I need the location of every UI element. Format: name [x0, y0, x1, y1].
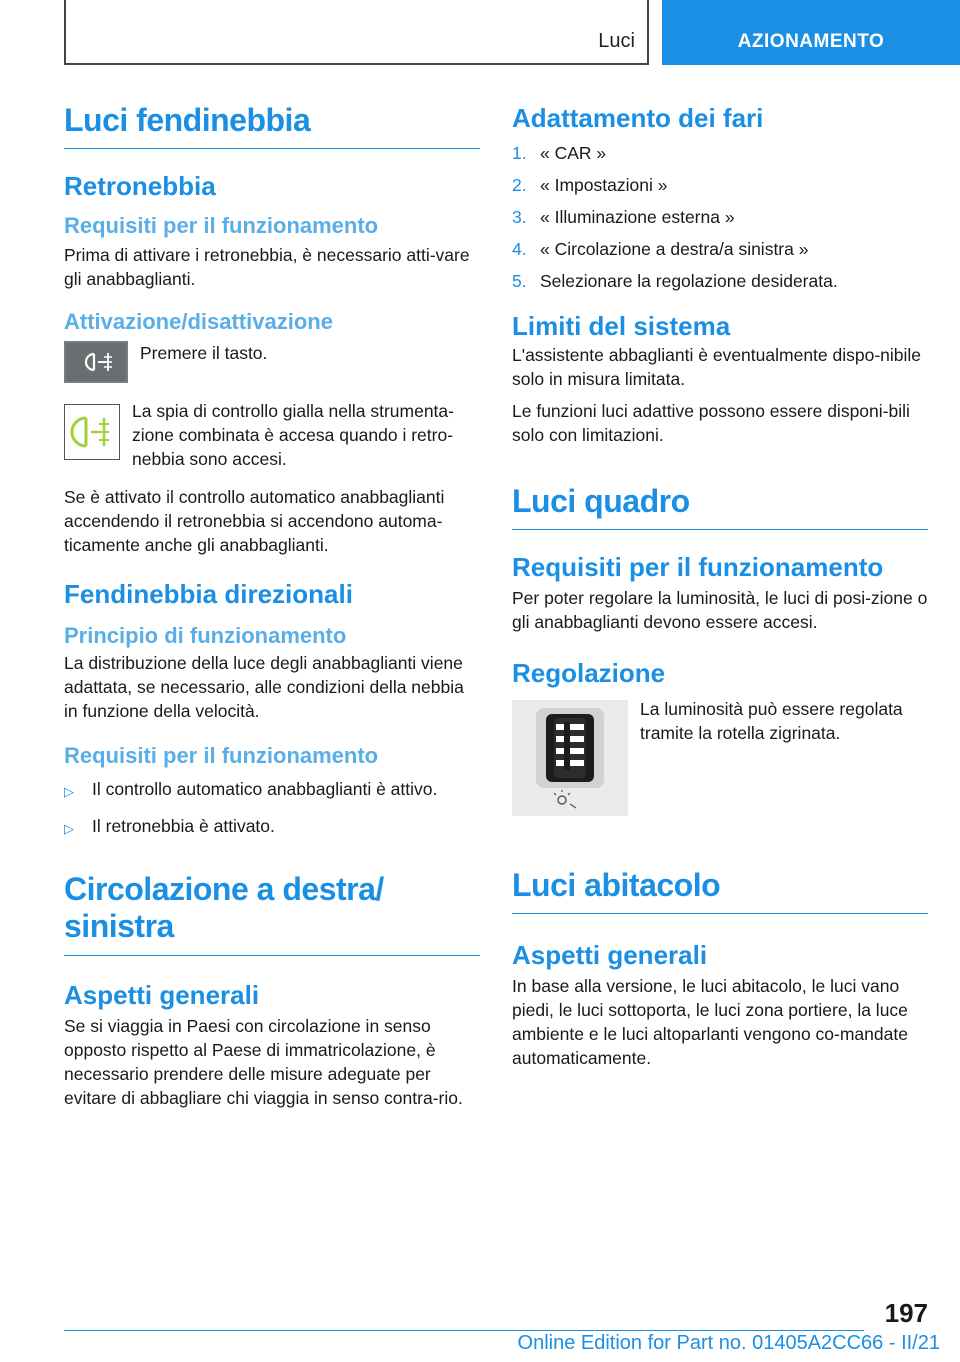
text-premere-tasto: Premere il tasto. — [140, 343, 268, 363]
text-requisiti-quadro: Per poter regolare la luminosità, le luci di posi-zione o gli anabbaglianti devono essere accesi. — [512, 588, 928, 632]
list-item: 2. « Impostazioni » — [512, 175, 668, 195]
header-chapter-tab — [662, 0, 960, 65]
requirements-list — [64, 777, 480, 841]
text-auto-anabbaglianti: Se è attivato il controllo automatico anabbaglianti accendendo il retronebbia si accendono automa-ticamente anche gli anabbaglianti. — [64, 487, 445, 555]
text-requisiti-1: Prima di attivare i retronebbia, è necessario atti-vare gli anabbaglianti. — [64, 245, 470, 289]
heading-luci-fendinebbia: Luci fendinebbia — [64, 102, 480, 149]
text-spia: La spia di controllo gialla nella strumenta-zione combinata è accesa quando i retro-nebbia sono accesi. — [132, 401, 454, 469]
left-column — [64, 100, 480, 1110]
list-item: ▷ Il retronebbia è attivato. — [64, 814, 480, 841]
dimmer-wheel-icon — [512, 700, 628, 821]
rear-fog-button-icon — [64, 341, 128, 388]
heading-luci-quadro: Luci quadro — [512, 483, 928, 530]
header-section-title: Luci — [598, 30, 635, 52]
steps-list — [512, 141, 928, 293]
heading-limiti-sistema: Limiti del sistema — [512, 311, 731, 341]
footer-divider — [64, 1330, 864, 1331]
page-number: 197 — [884, 1298, 928, 1328]
heading-luci-abitacolo: Luci abitacolo — [512, 867, 928, 914]
list-item: 5. Selezionare la regolazione desiderata. — [512, 271, 838, 291]
heading-aspetti-generali-right: Aspetti generali — [512, 940, 708, 970]
press-button-row — [64, 341, 480, 388]
heading-circolazione: Circolazione a destra/ sinistra — [64, 871, 480, 956]
heading-fendinebbia-direzionali: Fendinebbia direzionali — [64, 579, 353, 609]
triangle-bullet-icon: ▷ — [64, 784, 74, 799]
right-column — [512, 100, 928, 1070]
text-limiti-2: Le funzioni luci adattive possono essere disponi-bili solo con limitazioni. — [512, 401, 910, 445]
heading-requisiti-2: Requisiti per il funzionamento — [64, 743, 379, 768]
text-luci-abitacolo: In base alla versione, le luci abitacolo, le luci vano piedi, le luci sottoporta, le luci zona portiere, la luce ambiente e le luci altoparlanti vengono co-mandate automaticamente. — [512, 976, 908, 1068]
heading-requisiti-1: Requisiti per il funzionamento — [64, 213, 379, 238]
header-chapter-title: AZIONAMENTO — [737, 31, 885, 52]
heading-regolazione: Regolazione — [512, 658, 666, 688]
text-limiti-1: L'assistente abbaglianti è eventualmente dispo-nibile solo in misura limitata. — [512, 345, 922, 389]
heading-retronebbia: Retronebbia — [64, 171, 216, 201]
list-item: 1. « CAR » — [512, 143, 607, 163]
heading-principio: Principio di funzionamento — [64, 623, 347, 648]
text-aspetti-generali-left: Se si viaggia in Paesi con circolazione in senso opposto rispetto al Paese di immatricolazione, è necessario prendere delle misure adeguate per evitare di abbagliare chi viaggia in senso contra-rio. — [64, 1016, 463, 1108]
list-item: ▷ Il controllo automatico anabbaglianti è attivo. — [64, 777, 480, 804]
footer-edition: Online Edition for Part no. 01405A2CC66 - II/21 — [517, 1332, 940, 1354]
heading-requisiti-quadro: Requisiti per il funzionamento — [512, 552, 884, 582]
heading-adattamento-fari: Adattamento dei fari — [512, 103, 764, 133]
rear-fog-indicator-icon — [64, 404, 120, 465]
triangle-bullet-icon: ▷ — [64, 821, 74, 836]
dimmer-row — [512, 700, 928, 821]
heading-attivazione: Attivazione/disattivazione — [64, 309, 333, 334]
heading-aspetti-generali-left: Aspetti generali — [64, 980, 260, 1010]
header-section-box — [64, 0, 649, 65]
indicator-row — [64, 401, 480, 471]
text-regolazione: La luminosità può essere regolata tramite la rotella zigrinata. — [640, 699, 903, 743]
list-item: 3. « Illuminazione esterna » — [512, 207, 735, 227]
list-item: 4. « Circolazione a destra/a sinistra » — [512, 239, 809, 259]
text-principio: La distribuzione della luce degli anabbaglianti viene adattata, se necessario, alle condizioni della nebbia in funzione della velocità. — [64, 653, 464, 721]
